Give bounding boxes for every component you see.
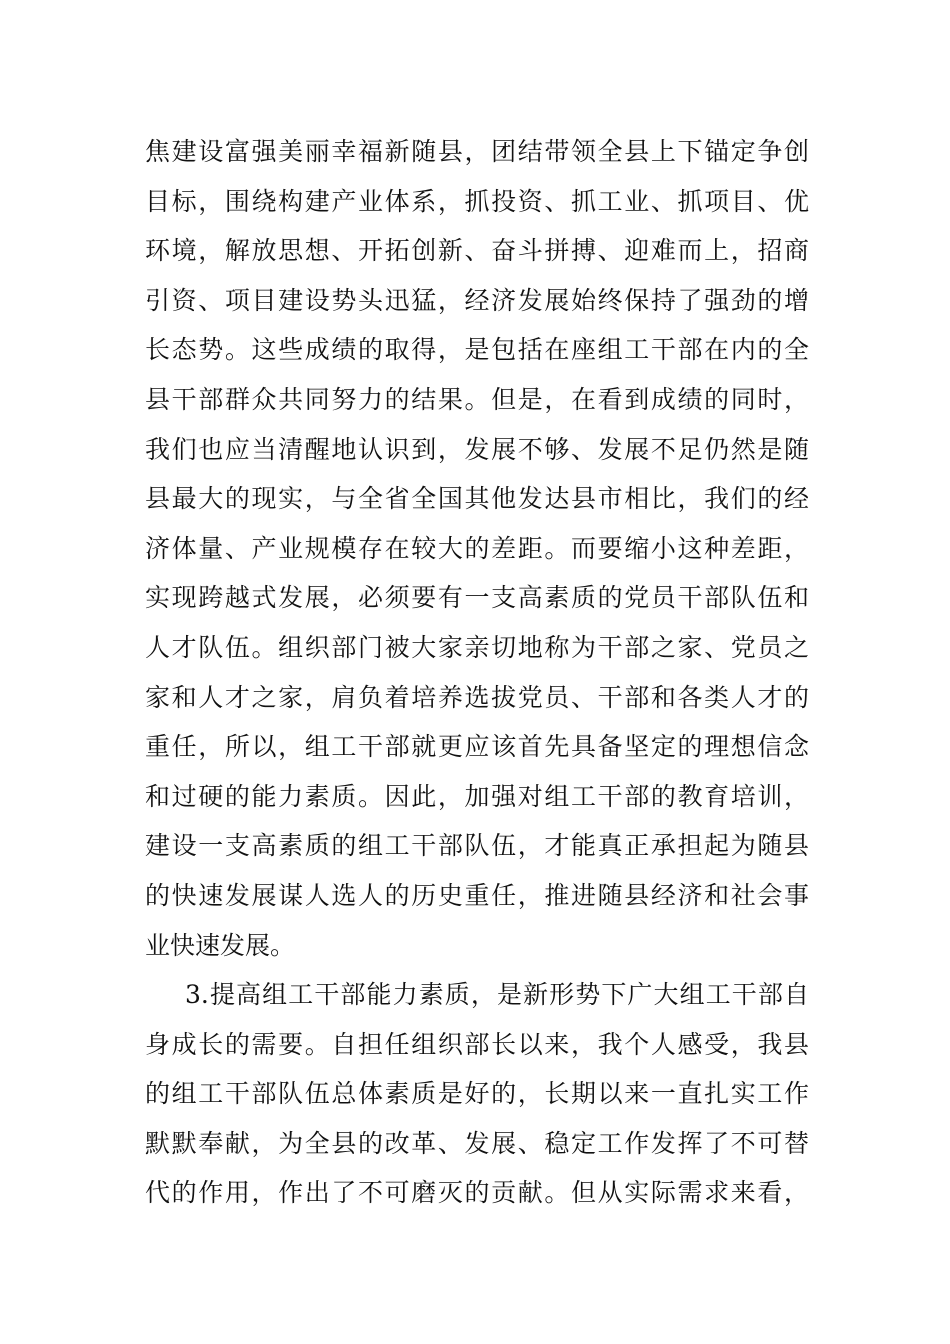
text-line: 长态势。这些成绩的取得，是包括在座组工干部在内的全 (145, 335, 809, 365)
text-line: 实现跨越式发展，必须要有一支高素质的党员干部队伍和 (145, 583, 809, 613)
text-line: 重任，所以，组工干部就更应该首先具备坚定的理想信念 (145, 732, 809, 762)
text-line: 建设一支高素质的组工干部队伍，才能真正承担起为随县 (145, 831, 809, 861)
text-line: 的快速发展谋人选人的历史重任，推进随县经济和社会事 (145, 880, 809, 910)
text-line: 身成长的需要。自担任组织部长以来，我个人感受，我县 (145, 1029, 809, 1059)
text-line: 焦建设富强美丽幸福新随县，团结带领全县上下锚定争创 (145, 137, 809, 166)
text-line: 环境，解放思想、开拓创新、奋斗拼搏、迎难而上，招商 (145, 236, 809, 266)
text-line: 的组工干部队伍总体素质是好的，长期以来一直扎实工作 (145, 1079, 809, 1109)
document-body (145, 127, 809, 1218)
text-line: 县最大的现实，与全省全国其他发达县市相比，我们的经 (145, 484, 809, 514)
text-line: 人才队伍。组织部门被大家亲切地称为干部之家、党员之 (145, 632, 809, 662)
text-line: 业快速发展。 (145, 930, 296, 960)
text-line: 目标，围绕构建产业体系，抓投资、抓工业、抓项目、优 (145, 186, 809, 216)
text-line: 代的作用，作出了不可磨灭的贡献。但从实际需求来看， (145, 1178, 809, 1208)
paragraph-point-3 (145, 970, 809, 1218)
text-line: 引资、项目建设势头迅猛，经济发展始终保持了强劲的增 (145, 285, 809, 315)
text-line: 3.提高组工干部能力素质，是新形势下广大组工干部自 (185, 980, 809, 1010)
text-line: 家和人才之家，肩负着培养选拔党员、干部和各类人才的 (145, 682, 809, 712)
text-line: 县干部群众共同努力的结果。但是，在看到成绩的同时， (145, 384, 809, 414)
text-line: 济体量、产业规模存在较大的差距。而要缩小这种差距， (145, 533, 809, 563)
text-line: 我们也应当清醒地认识到，发展不够、发展不足仍然是随 (145, 434, 809, 464)
text-line: 和过硬的能力素质。因此，加强对组工干部的教育培训， (145, 781, 809, 811)
text-line: 默默奉献，为全县的改革、发展、稳定工作发挥了不可替 (145, 1128, 809, 1158)
paragraph-continuation (145, 127, 809, 970)
